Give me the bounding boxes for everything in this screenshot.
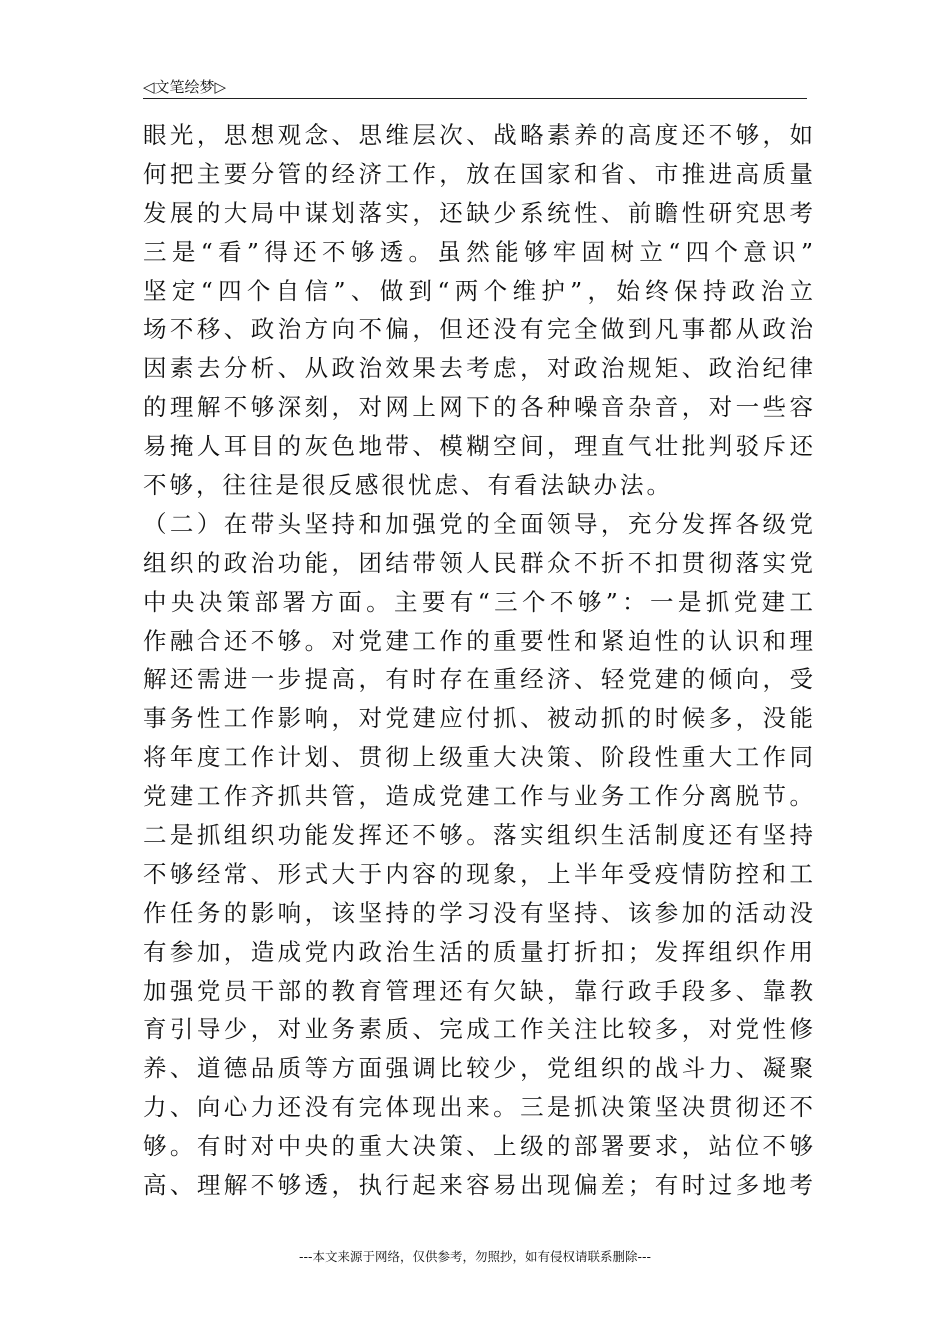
body-line: 育引导少，对业务素质、完成工作关注比较多，对党性修 <box>143 1015 813 1044</box>
body-line: 易掩人耳目的灰色地带、模糊空间，理直气壮批判驳斥还 <box>143 432 813 461</box>
document-body <box>143 116 813 1205</box>
body-line: 作融合还不够。对党建工作的重要性和紧迫性的认识和理 <box>143 626 813 655</box>
page-footer: ---本文来源于网络，仅供参考，勿照抄，如有侵权请联系删除--- <box>298 1249 652 1264</box>
header-title: ◁文笔绘梦▷ <box>143 78 227 96</box>
body-line: 有参加，造成党内政治生活的质量打折扣；发挥组织作用 <box>143 937 813 966</box>
body-line: 高、理解不够透，执行起来容易出现偏差；有时过多地考 <box>143 1171 813 1200</box>
body-line: 力、向心力还没有完体现出来。三是抓决策坚决贯彻还不 <box>143 1093 813 1122</box>
body-line: 何把主要分管的经济工作，放在国家和省、市推进高质量 <box>143 159 813 188</box>
body-line: 中央决策部署方面。主要有“三个不够”：一是抓党建工 <box>143 587 813 616</box>
body-line: 三是“看”得还不够透。虽然能够牢固树立“四个意识” <box>143 237 813 266</box>
body-line: 党建工作齐抓共管，造成党建工作与业务工作分离脱节。 <box>143 782 813 811</box>
body-line: 不够经常、形式大于内容的现象，上半年受疫情防控和工 <box>143 859 813 888</box>
body-line: 将年度工作计划、贯彻上级重大决策、阶段性重大工作同 <box>143 743 813 772</box>
body-line: （二）在带头坚持和加强党的全面领导，充分发挥各级党 <box>143 509 813 538</box>
body-line: 场不移、政治方向不偏，但还没有完全做到凡事都从政治 <box>143 315 813 344</box>
body-line: 解还需进一步提高，有时存在重经济、轻党建的倾向，受 <box>143 665 813 694</box>
body-line: 坚定“四个自信”、做到“两个维护”，始终保持政治立 <box>143 276 813 305</box>
body-line: 眼光，思想观念、思维层次、战略素养的高度还不够，如 <box>143 121 813 149</box>
body-line: 因素去分析、从政治效果去考虑，对政治规矩、政治纪律 <box>143 354 813 383</box>
body-line: 养、道德品质等方面强调比较少，党组织的战斗力、凝聚 <box>143 1054 813 1083</box>
body-line: 的理解不够深刻，对网上网下的各种噪音杂音，对一些容 <box>143 393 813 422</box>
body-line: 够。有时对中央的重大决策、上级的部署要求，站位不够 <box>143 1132 813 1161</box>
body-line: 作任务的影响，该坚持的学习没有坚持、该参加的活动没 <box>143 898 813 927</box>
body-line: 发展的大局中谋划落实，还缺少系统性、前瞻性研究思考 <box>143 198 813 227</box>
body-line: 二是抓组织功能发挥还不够。落实组织生活制度还有坚持 <box>143 821 813 850</box>
body-line: 加强党员干部的教育管理还有欠缺，靠行政手段多、靠教 <box>143 976 813 1005</box>
body-line: 不够，往往是很反感很忧虑、有看法缺办法。 <box>143 471 673 500</box>
body-line: 事务性工作影响，对党建应付抓、被动抓的时候多，没能 <box>143 704 813 733</box>
body-line: 组织的政治功能，团结带领人民群众不折不扣贯彻落实党 <box>143 548 813 577</box>
page-header <box>143 74 807 99</box>
